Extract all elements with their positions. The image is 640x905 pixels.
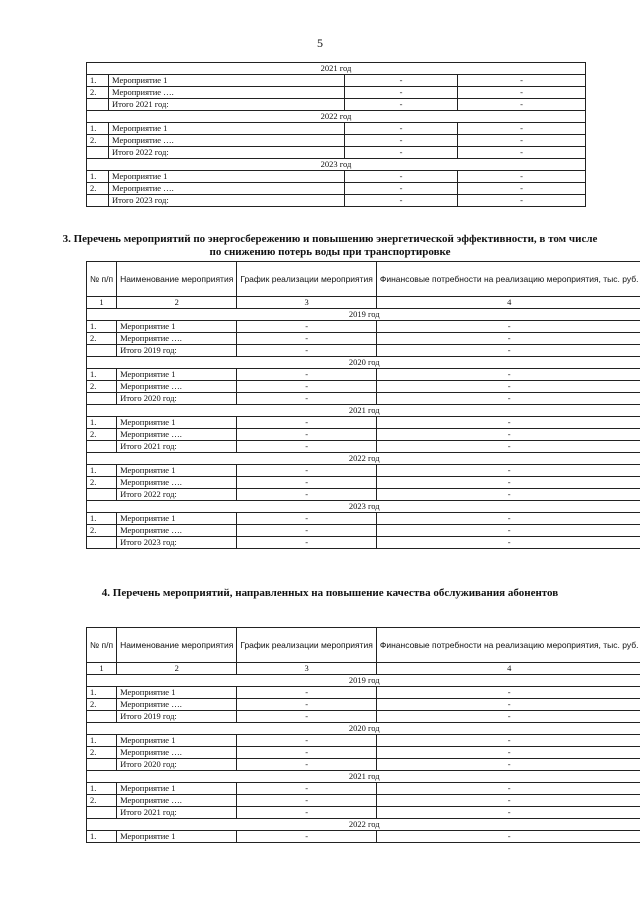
schedule-value: - — [237, 831, 377, 843]
cost-value: - — [458, 87, 586, 99]
schedule-value: - — [345, 99, 458, 111]
table-row — [87, 477, 640, 489]
cost-value: - — [376, 465, 640, 477]
event-name: Мероприятие …. — [117, 333, 237, 345]
table-body — [87, 628, 640, 843]
year-heading: 2022 год — [87, 453, 640, 465]
row-number: 2. — [87, 429, 117, 441]
schedule-value: - — [237, 381, 377, 393]
event-name: Мероприятие 1 — [109, 75, 345, 87]
column-number-row — [87, 297, 640, 309]
schedule-value: - — [345, 75, 458, 87]
schedule-value: - — [237, 525, 377, 537]
row-number — [87, 711, 117, 723]
year-heading: 2021 год — [87, 63, 586, 75]
cost-value: - — [376, 795, 640, 807]
schedule-value: - — [237, 465, 377, 477]
cost-value: - — [376, 699, 640, 711]
year-heading: 2020 год — [87, 723, 640, 735]
service-quality-events-table — [86, 627, 640, 843]
header-financing: Финансовые потребности на реализацию мероприятия, тыс. руб. — [376, 628, 640, 663]
cost-value: - — [376, 321, 640, 333]
row-number: 2. — [87, 747, 117, 759]
event-name: Мероприятие 1 — [117, 783, 237, 795]
year-heading: 2019 год — [87, 675, 640, 687]
column-number: 1 — [87, 297, 117, 309]
total-label: Итого 2021 год: — [117, 441, 237, 453]
column-number: 4 — [376, 663, 640, 675]
cost-value: - — [376, 807, 640, 819]
cost-value: - — [376, 687, 640, 699]
row-number — [87, 759, 117, 771]
schedule-value: - — [237, 795, 377, 807]
schedule-value: - — [237, 393, 377, 405]
total-row — [87, 345, 640, 357]
cost-value: - — [376, 429, 640, 441]
total-label: Итого 2020 год: — [117, 393, 237, 405]
schedule-value: - — [237, 489, 377, 501]
event-name: Мероприятие 1 — [109, 171, 345, 183]
row-number: 2. — [87, 183, 109, 195]
row-number — [87, 195, 109, 207]
table-row — [87, 513, 640, 525]
total-row — [87, 807, 640, 819]
schedule-value: - — [345, 135, 458, 147]
total-row — [87, 393, 640, 405]
row-number: 1. — [87, 465, 117, 477]
row-number — [87, 345, 117, 357]
column-number: 1 — [87, 663, 117, 675]
event-name: Мероприятие …. — [117, 477, 237, 489]
row-number — [87, 99, 109, 111]
row-number: 1. — [87, 831, 117, 843]
event-name: Мероприятие …. — [117, 747, 237, 759]
table-row — [87, 831, 640, 843]
table-row — [87, 135, 586, 147]
total-label: Итого 2022 год: — [109, 147, 345, 159]
continued-events-table — [86, 62, 586, 207]
table-row — [87, 369, 640, 381]
table-row — [87, 735, 640, 747]
event-name: Мероприятие …. — [117, 795, 237, 807]
header-row — [87, 628, 640, 663]
year-heading: 2023 год — [87, 159, 586, 171]
schedule-value: - — [345, 147, 458, 159]
row-number: 1. — [87, 417, 117, 429]
schedule-value: - — [237, 513, 377, 525]
table-row — [87, 123, 586, 135]
row-number: 2. — [87, 333, 117, 345]
schedule-value: - — [237, 807, 377, 819]
year-row — [87, 309, 640, 321]
total-label: Итого 2023 год: — [109, 195, 345, 207]
total-row — [87, 441, 640, 453]
total-row — [87, 99, 586, 111]
row-number: 1. — [87, 783, 117, 795]
table-row — [87, 699, 640, 711]
year-row — [87, 723, 640, 735]
event-name: Мероприятие 1 — [117, 369, 237, 381]
header-number: № п/п — [87, 628, 117, 663]
row-number — [87, 537, 117, 549]
cost-value: - — [458, 195, 586, 207]
schedule-value: - — [237, 429, 377, 441]
table-row — [87, 783, 640, 795]
cost-value: - — [376, 417, 640, 429]
schedule-value: - — [345, 183, 458, 195]
row-number: 1. — [87, 687, 117, 699]
table-row — [87, 525, 640, 537]
year-heading: 2021 год — [87, 405, 640, 417]
year-heading: 2020 год — [87, 357, 640, 369]
row-number: 2. — [87, 699, 117, 711]
cost-value: - — [458, 171, 586, 183]
schedule-value: - — [237, 759, 377, 771]
year-heading: 2022 год — [87, 111, 586, 123]
section-4-title: 4. Перечень мероприятий, направленных на повышение качества обслуживания абонентов — [101, 587, 559, 599]
event-name: Мероприятие 1 — [117, 513, 237, 525]
table-row — [87, 795, 640, 807]
schedule-value: - — [237, 345, 377, 357]
row-number — [87, 489, 117, 501]
header-event-name: Наименование мероприятия — [117, 628, 237, 663]
event-name: Мероприятие …. — [117, 525, 237, 537]
row-number: 2. — [87, 381, 117, 393]
schedule-value: - — [237, 441, 377, 453]
schedule-value: - — [237, 687, 377, 699]
page-number: 5 — [317, 36, 323, 50]
cost-value: - — [376, 489, 640, 501]
cost-value: - — [376, 525, 640, 537]
table-row — [87, 687, 640, 699]
cost-value: - — [376, 783, 640, 795]
cost-value: - — [376, 441, 640, 453]
event-name: Мероприятие 1 — [117, 417, 237, 429]
column-number: 3 — [237, 297, 377, 309]
year-row — [87, 405, 640, 417]
schedule-value: - — [237, 321, 377, 333]
header-schedule: График реализации мероприятия — [237, 262, 377, 297]
total-label: Итого 2019 год: — [117, 711, 237, 723]
row-number — [87, 807, 117, 819]
year-row — [87, 501, 640, 513]
cost-value: - — [376, 345, 640, 357]
row-number — [87, 393, 117, 405]
event-name: Мероприятие 1 — [117, 687, 237, 699]
row-number: 1. — [87, 513, 117, 525]
year-heading: 2019 год — [87, 309, 640, 321]
total-label: Итого 2021 год: — [117, 807, 237, 819]
schedule-value: - — [237, 711, 377, 723]
event-name: Мероприятие 1 — [117, 321, 237, 333]
schedule-value: - — [345, 123, 458, 135]
cost-value: - — [376, 333, 640, 345]
header-financing: Финансовые потребности на реализацию мероприятия, тыс. руб. — [376, 262, 640, 297]
table-row — [87, 465, 640, 477]
column-number: 3 — [237, 663, 377, 675]
event-name: Мероприятие 1 — [117, 465, 237, 477]
cost-value: - — [458, 183, 586, 195]
year-row — [87, 453, 640, 465]
row-number: 1. — [87, 735, 117, 747]
table-row — [87, 321, 640, 333]
year-row — [87, 819, 640, 831]
total-label: Итого 2019 год: — [117, 345, 237, 357]
cost-value: - — [376, 759, 640, 771]
year-row — [87, 771, 640, 783]
schedule-value: - — [345, 87, 458, 99]
total-row — [87, 147, 586, 159]
cost-value: - — [458, 123, 586, 135]
total-row — [87, 711, 640, 723]
event-name: Мероприятие …. — [109, 183, 345, 195]
event-name: Мероприятие 1 — [117, 831, 237, 843]
event-name: Мероприятие …. — [109, 135, 345, 147]
row-number: 2. — [87, 87, 109, 99]
schedule-value: - — [345, 171, 458, 183]
cost-value: - — [458, 135, 586, 147]
table-body — [87, 63, 586, 207]
total-row — [87, 759, 640, 771]
table-row — [87, 183, 586, 195]
section-3-title: 3. Перечень мероприятий по энергосбережению и повышению энергетической эффективности, в том числе по снижению потерь воды при транспортировке — [62, 233, 598, 258]
total-label: Итого 2020 год: — [117, 759, 237, 771]
total-label: Итого 2022 год: — [117, 489, 237, 501]
row-number: 2. — [87, 795, 117, 807]
cost-value: - — [376, 381, 640, 393]
schedule-value: - — [237, 783, 377, 795]
cost-value: - — [458, 99, 586, 111]
column-number: 4 — [376, 297, 640, 309]
header-number: № п/п — [87, 262, 117, 297]
row-number: 2. — [87, 477, 117, 489]
schedule-value: - — [237, 537, 377, 549]
year-row — [87, 357, 640, 369]
table-row — [87, 747, 640, 759]
row-number: 1. — [87, 123, 109, 135]
column-number: 2 — [117, 663, 237, 675]
row-number: 1. — [87, 171, 109, 183]
cost-value: - — [376, 747, 640, 759]
cost-value: - — [458, 75, 586, 87]
event-name: Мероприятие …. — [109, 87, 345, 99]
cost-value: - — [376, 831, 640, 843]
cost-value: - — [376, 393, 640, 405]
schedule-value: - — [345, 195, 458, 207]
header-event-name: Наименование мероприятия — [117, 262, 237, 297]
year-row — [87, 159, 586, 171]
schedule-value: - — [237, 735, 377, 747]
event-name: Мероприятие …. — [117, 429, 237, 441]
table-row — [87, 429, 640, 441]
year-heading: 2023 год — [87, 501, 640, 513]
schedule-value: - — [237, 369, 377, 381]
cost-value: - — [376, 711, 640, 723]
total-row — [87, 537, 640, 549]
row-number: 2. — [87, 135, 109, 147]
total-label: Итого 2021 год: — [109, 99, 345, 111]
schedule-value: - — [237, 333, 377, 345]
event-name: Мероприятие 1 — [117, 735, 237, 747]
row-number: 1. — [87, 369, 117, 381]
schedule-value: - — [237, 417, 377, 429]
table-row — [87, 75, 586, 87]
row-number — [87, 147, 109, 159]
cost-value: - — [458, 147, 586, 159]
table-row — [87, 171, 586, 183]
header-schedule: График реализации мероприятия — [237, 628, 377, 663]
schedule-value: - — [237, 747, 377, 759]
total-label: Итого 2023 год: — [117, 537, 237, 549]
schedule-value: - — [237, 477, 377, 489]
total-row — [87, 489, 640, 501]
table-body — [87, 262, 640, 549]
year-row — [87, 675, 640, 687]
header-row — [87, 262, 640, 297]
column-number: 2 — [117, 297, 237, 309]
cost-value: - — [376, 369, 640, 381]
column-number-row — [87, 663, 640, 675]
cost-value: - — [376, 537, 640, 549]
row-number: 2. — [87, 525, 117, 537]
total-row — [87, 195, 586, 207]
table-row — [87, 381, 640, 393]
schedule-value: - — [237, 699, 377, 711]
event-name: Мероприятие …. — [117, 699, 237, 711]
cost-value: - — [376, 513, 640, 525]
year-heading: 2022 год — [87, 819, 640, 831]
year-row — [87, 63, 586, 75]
energy-saving-events-table — [86, 261, 640, 549]
year-row — [87, 111, 586, 123]
table-row — [87, 87, 586, 99]
event-name: Мероприятие 1 — [109, 123, 345, 135]
row-number — [87, 441, 117, 453]
table-row — [87, 417, 640, 429]
row-number: 1. — [87, 321, 117, 333]
year-heading: 2021 год — [87, 771, 640, 783]
row-number: 1. — [87, 75, 109, 87]
table-row — [87, 333, 640, 345]
cost-value: - — [376, 477, 640, 489]
cost-value: - — [376, 735, 640, 747]
event-name: Мероприятие …. — [117, 381, 237, 393]
